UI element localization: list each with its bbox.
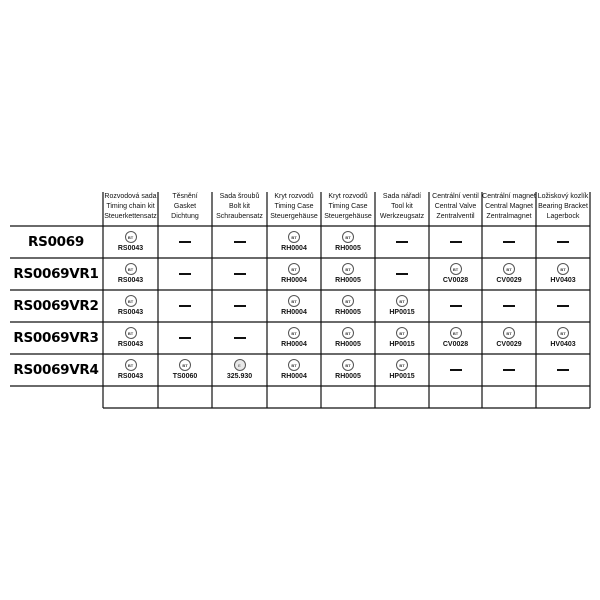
bt-brand-logo-icon: BT [288, 231, 300, 243]
part-cell [212, 359, 267, 381]
not-available-dash [396, 273, 408, 275]
column-header-line: Timing chain kit [106, 203, 155, 210]
part-code: CV0028 [442, 277, 469, 284]
part-cell [429, 263, 482, 285]
part-cell [429, 327, 482, 349]
not-available-dash [179, 305, 191, 307]
not-available-dash [179, 273, 191, 275]
row-label: RS0069VR2 [13, 298, 99, 314]
column-header-line: Werkzeugsatz [379, 213, 425, 220]
column-header-line: Lagerbock [546, 213, 580, 220]
part-cell [321, 327, 375, 349]
part-code: RH0005 [335, 341, 361, 348]
part-cell [267, 327, 321, 349]
column-header-line: Gasket [173, 203, 197, 210]
column-header-line: Kryt rozvodů [328, 193, 368, 200]
row-label: RS0069VR3 [13, 330, 99, 346]
column-header-line: Těsnění [172, 193, 198, 200]
part-code: HP0015 [389, 309, 415, 316]
bt-brand-logo-icon: BT [125, 327, 137, 339]
column-header-line: Ložiskový kozlík [537, 193, 589, 200]
bt-brand-logo-icon: BT [288, 359, 300, 371]
part-cell [375, 295, 429, 317]
column-header-bolt [212, 192, 267, 224]
part-code: RH0004 [281, 245, 307, 252]
bt-brand-logo-icon: BT [342, 327, 354, 339]
part-cell [267, 295, 321, 317]
bt-brand-logo-icon: BT [342, 231, 354, 243]
bt-brand-logo-icon: BT [342, 295, 354, 307]
not-available-dash [503, 369, 515, 371]
part-code: RH0004 [281, 309, 307, 316]
part-cell [321, 295, 375, 317]
column-header-timing_chain [103, 192, 158, 224]
column-header-line: Rozvodová sada [104, 193, 157, 200]
column-header-case2 [321, 192, 375, 224]
not-available-dash [450, 241, 462, 243]
row-label: RS0069VR4 [13, 362, 99, 378]
part-cell [536, 263, 590, 285]
part-cell [482, 263, 536, 285]
bt-brand-logo-icon: BT [125, 359, 137, 371]
bt-brand-logo-icon: BT [342, 359, 354, 371]
part-code: TS0060 [172, 373, 198, 380]
not-available-dash [234, 337, 246, 339]
part-cell [321, 263, 375, 285]
bt-brand-logo-icon: BT [503, 327, 515, 339]
column-header-line: Kryt rozvodů [274, 193, 314, 200]
part-code: RH0005 [335, 309, 361, 316]
column-header-line: Bolt kit [228, 203, 250, 210]
part-cell [103, 359, 158, 381]
not-available-dash [234, 273, 246, 275]
part-code: RS0043 [117, 341, 144, 348]
bt-brand-logo-icon: BT [125, 263, 137, 275]
column-header-line: Tool kit [391, 203, 413, 210]
part-code: RH0004 [281, 373, 307, 380]
column-header-case1 [267, 192, 321, 224]
part-cell [103, 327, 158, 349]
part-code: RH0005 [335, 245, 361, 252]
not-available-dash [234, 241, 246, 243]
column-header-line: Steuerkettensatz [104, 213, 157, 220]
part-code: HP0015 [389, 341, 415, 348]
bt-brand-logo-icon: BT [396, 327, 408, 339]
not-available-dash [450, 369, 462, 371]
bt-brand-logo-icon: BT [396, 295, 408, 307]
part-code: RH0004 [281, 277, 307, 284]
row-label: RS0069 [28, 234, 84, 250]
column-header-line: Zentralventil [436, 213, 475, 220]
not-available-dash [179, 337, 191, 339]
part-code: RH0005 [335, 277, 361, 284]
bt-brand-logo-icon: BT [557, 263, 569, 275]
part-cell [103, 231, 158, 253]
part-code: RS0043 [117, 277, 144, 284]
part-cell [103, 263, 158, 285]
bt-brand-logo-icon: BT [125, 295, 137, 307]
bt-brand-logo-icon: BT [396, 359, 408, 371]
part-cell [321, 231, 375, 253]
part-cell [267, 231, 321, 253]
part-cell [375, 327, 429, 349]
bt-brand-logo-icon: BT [288, 263, 300, 275]
part-cell [103, 295, 158, 317]
bt-brand-logo-icon: BT [288, 327, 300, 339]
part-cell [375, 359, 429, 381]
bt-brand-logo-icon: BT [288, 295, 300, 307]
column-header-valve [429, 192, 482, 224]
part-code: HV0403 [550, 277, 576, 284]
part-cell [482, 327, 536, 349]
column-header-line: Bearing Bracket [538, 203, 588, 210]
brand-logo-icon: E [234, 359, 246, 371]
not-available-dash [503, 305, 515, 307]
column-header-line: Sada nářadí [382, 193, 422, 200]
column-header-bracket [536, 192, 590, 224]
column-header-line: Timing Case [328, 203, 368, 210]
not-available-dash [557, 241, 569, 243]
not-available-dash [179, 241, 191, 243]
part-code: RH0005 [335, 373, 361, 380]
column-header-line: Dichtung [171, 213, 199, 220]
column-header-line: Sada šroubů [219, 193, 260, 200]
part-code: RS0043 [117, 373, 144, 380]
column-header-magnet [482, 192, 536, 224]
part-code: RS0043 [117, 245, 144, 252]
column-header-line: Steuergehäuse [270, 213, 318, 220]
column-header-tool [375, 192, 429, 224]
part-code: RH0004 [281, 341, 307, 348]
column-header-line: Central Valve [434, 203, 477, 210]
not-available-dash [396, 241, 408, 243]
part-cell [267, 263, 321, 285]
bt-brand-logo-icon: BT [179, 359, 191, 371]
bt-brand-logo-icon: BT [450, 263, 462, 275]
part-code: CV0029 [496, 341, 522, 348]
bt-brand-logo-icon: BT [342, 263, 354, 275]
column-header-line: Steuergehäuse [324, 213, 372, 220]
not-available-dash [557, 369, 569, 371]
column-header-line: Zentralmagnet [486, 213, 532, 220]
bt-brand-logo-icon: BT [125, 231, 137, 243]
part-code: RS0043 [117, 309, 144, 316]
row-label: RS0069VR1 [13, 266, 99, 282]
part-cell [536, 327, 590, 349]
part-code: CV0029 [496, 277, 522, 284]
part-code: HV0403 [550, 341, 576, 348]
column-header-line: Centrální magnet [482, 193, 536, 200]
not-available-dash [234, 305, 246, 307]
part-code: CV0028 [442, 341, 469, 348]
column-header-line: Schraubensatz [216, 213, 263, 220]
bt-brand-logo-icon: BT [557, 327, 569, 339]
part-code: HP0015 [389, 373, 415, 380]
column-header-line: Timing Case [274, 203, 314, 210]
column-header-line: Centrální ventil [432, 193, 479, 200]
not-available-dash [557, 305, 569, 307]
part-cell [267, 359, 321, 381]
bt-brand-logo-icon: BT [503, 263, 515, 275]
column-header-line: Central Magnet [485, 203, 533, 210]
column-header-gasket [158, 192, 212, 224]
part-cell [158, 359, 212, 381]
not-available-dash [450, 305, 462, 307]
part-cell [321, 359, 375, 381]
not-available-dash [503, 241, 515, 243]
part-code: 325.930 [226, 373, 253, 380]
bt-brand-logo-icon: BT [450, 327, 462, 339]
